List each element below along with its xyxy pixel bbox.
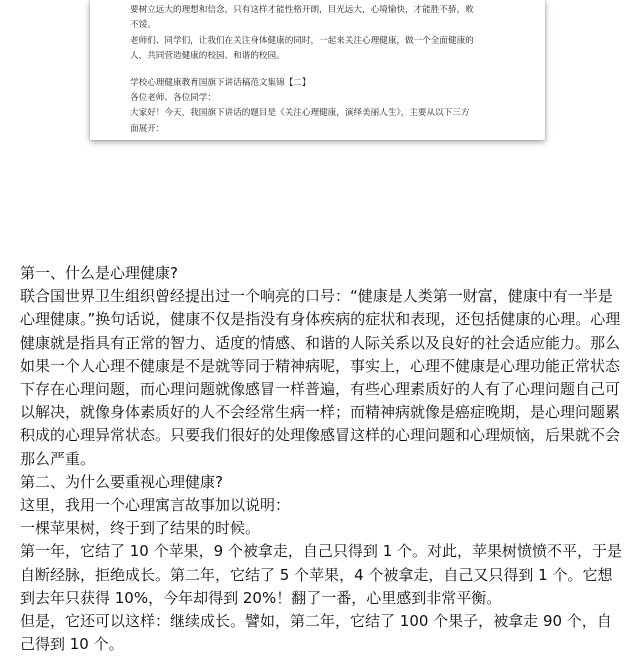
article-paragraph: 但是，它还可以这样：继续成长。譬如，第二年，它结了 100 个果子，被拿走 90 个，自己得到 10 个。 — [20, 612, 612, 654]
doc-line: 面展开： — [130, 123, 165, 134]
doc-line: 老师们、同学们，让我们在关注身体健康的同时，一起来关注心理健康，做一个全面健康的 — [130, 35, 474, 46]
article-paragraph: 这里，我用一个心理寓言故事加以说明： — [20, 496, 291, 515]
doc-line: 大家好！今天，我国旗下讲话的题目是《关注心理健康，演绎美丽人生》，主要从以下三方 — [130, 108, 470, 119]
document-page-thumbnail — [90, 0, 545, 140]
doc-line: 人，共同营造健康的校园、和谐的校园。 — [130, 50, 285, 61]
doc-line: 要树立远大的理想和信念，只有这样才能性格开朗，目光远大，心境愉快，才能胜不骄，败 — [130, 5, 474, 16]
article-heading: 第二、为什么要重视心理健康? — [20, 472, 223, 491]
article-paragraph: 联合国世界卫生组织曾经提出过一个响亮的口号：“健康是人类第一财富，健康中有一半是心理健康。”换句话说，健康不仅是指没有身体疾病的症状和表现，还包括健康的心理。心理健康就是指具有正常的智力、适度的情感、和谐的人际关系以及良好的社会适应能力。那么如果一个人心理不健康是不是就等同于精神病呢，事实上，心理不健康是心理功能正常状态下存在心理问题，而心理问题就像感冒一样普遍，有些心理素质好的人有了心理问题自己可以解决，就像身体素质好的人不会经常生病一样；而精神病就像是癌症晚期，是心理问题累积成的心理异常状态。只要我们很好的处理像感冒这样的心理问题和心理烦恼，后果就不会那么严重。 — [20, 287, 621, 468]
doc-line: 各位老师、各位同学： — [130, 93, 216, 104]
article-paragraph: 一棵苹果树，终于到了结果的时候。 — [20, 519, 261, 538]
doc-line: 不馁。 — [130, 20, 156, 31]
doc-section-title: 学校心理健康教育国旗下讲话稿范文集锦【二】 — [130, 78, 311, 89]
article-heading: 第一、什么是心理健康? — [20, 264, 178, 282]
article-paragraph: 第一年，它结了 10 个苹果，9 个被拿走，自己只得到 1 个。对此，苹果树愤愤不平，于是自断经脉，拒绝成长。第二年，它结了 5 个苹果，4 个被拿走，自己又只得到 1 个。它想到去年只获得 10%，今年却得到 20%！翻了一番，心里感到非常平衡。 — [20, 542, 623, 607]
article-body — [20, 262, 624, 656]
document-page-text — [130, 0, 525, 137]
